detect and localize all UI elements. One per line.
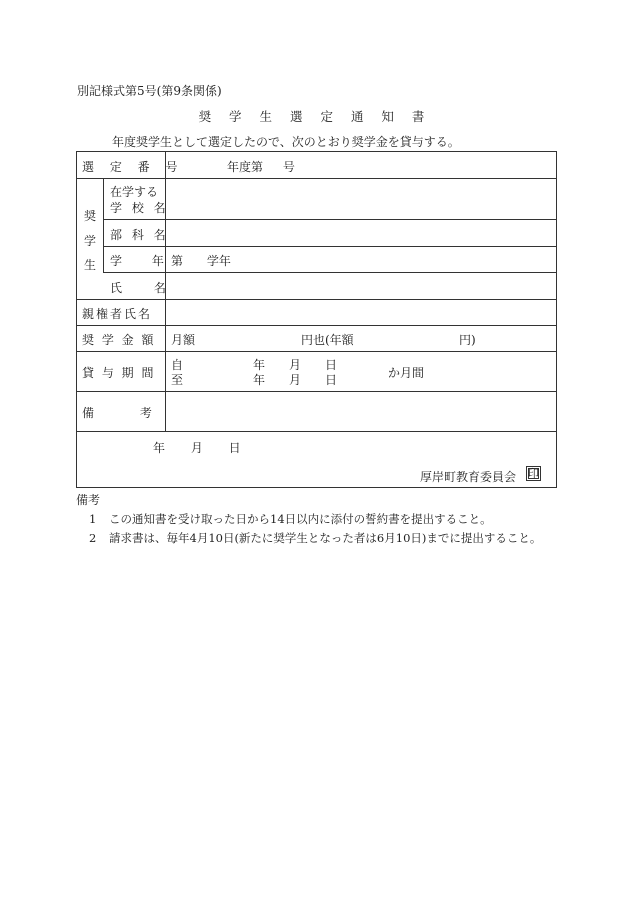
notice-table xyxy=(76,151,557,488)
note-text: 請求書は、毎年4月10日(新たに奨学生となった者は6月10日)までに提出すること。 xyxy=(109,531,542,545)
scholar-group-label-3: 生 xyxy=(84,258,97,272)
department-field[interactable] xyxy=(167,221,555,245)
row-divider xyxy=(77,299,556,300)
school-label-line2: 学 校 名 xyxy=(110,201,169,215)
amount-annual-label: 円也(年額 xyxy=(301,333,354,347)
note-item xyxy=(89,530,541,546)
guardian-label: 親権者氏名 xyxy=(82,307,153,321)
issue-date: 年 月 日 xyxy=(153,441,241,455)
scholar-name-field[interactable] xyxy=(167,274,555,298)
amount-monthly-label: 月額 xyxy=(171,333,196,347)
document-title: 奨 学 生 選 定 通 知 書 xyxy=(198,109,432,124)
guardian-name-field[interactable] xyxy=(167,301,555,324)
note-number: 1 xyxy=(89,512,97,526)
row-divider xyxy=(77,351,556,352)
note-number: 2 xyxy=(89,531,97,545)
form-reference: 別記様式第5号(第9条関係) xyxy=(77,84,222,98)
group-column-divider xyxy=(103,178,104,272)
months-suffix: か月間 xyxy=(388,366,425,380)
row-divider xyxy=(77,325,556,326)
amount-annual-close: 円) xyxy=(459,333,476,347)
scholar-group-label-1: 奨 xyxy=(84,209,97,223)
row-divider xyxy=(103,219,556,220)
from-year-char: 年 xyxy=(253,358,266,372)
notes-heading: 備考 xyxy=(76,493,101,507)
row-divider xyxy=(77,178,556,179)
department-label: 部 科 名 xyxy=(110,228,169,242)
issuer-name: 厚岸町教育委員会 xyxy=(420,470,517,484)
grade-value: 第 学年 xyxy=(171,254,231,268)
note-item xyxy=(89,511,492,527)
grade-label: 学 年 xyxy=(110,254,164,268)
to-day-char: 日 xyxy=(325,373,338,387)
row-divider xyxy=(103,246,556,247)
seal-mark: 印 xyxy=(528,467,539,480)
from-month-char: 月 xyxy=(289,358,302,372)
selection-number-value: 年度第 号 xyxy=(227,160,295,174)
row-divider xyxy=(103,272,556,273)
intro-sentence: 年度奨学生として選定したので、次のとおり奨学金を貸与する。 xyxy=(112,135,460,149)
loan-period-label: 貸 与 期 間 xyxy=(82,366,156,380)
name-label: 氏 名 xyxy=(110,281,166,295)
period-from-label: 自 xyxy=(171,358,184,372)
selection-number-label: 選 定 番 号 xyxy=(82,160,184,174)
to-year-char: 年 xyxy=(253,373,266,387)
amount-label: 奨 学 金 額 xyxy=(82,333,156,347)
scholar-group-label-2: 学 xyxy=(84,234,97,248)
remarks-field[interactable] xyxy=(167,393,555,430)
row-divider xyxy=(77,431,556,432)
school-label-line1: 在学する xyxy=(110,185,159,199)
to-month-char: 月 xyxy=(289,373,302,387)
note-text: この通知書を受け取った日から14日以内に添付の誓約書を提出すること。 xyxy=(109,512,492,526)
from-day-char: 日 xyxy=(325,358,338,372)
row-divider xyxy=(77,391,556,392)
remarks-label: 備 考 xyxy=(82,406,152,420)
period-to-label: 至 xyxy=(171,373,184,387)
school-name-field[interactable] xyxy=(167,180,555,218)
